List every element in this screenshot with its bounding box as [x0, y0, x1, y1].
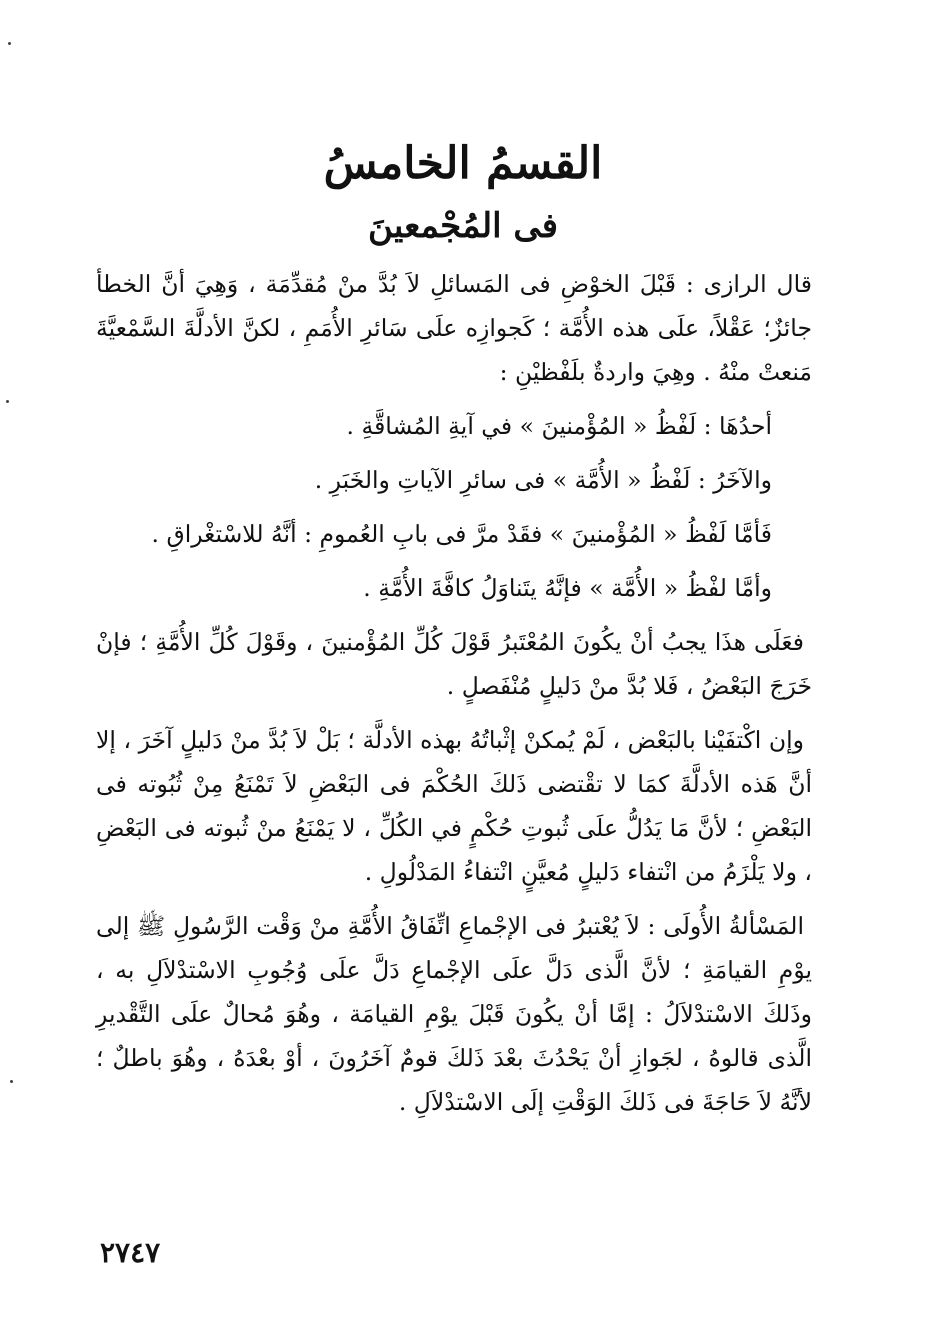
- scan-speck: [6, 400, 9, 403]
- paragraph-first-term: أحدُهَا : لَفْظُ « المُؤْمنينَ » في آيةِ المُشاقَّةِ .: [346, 412, 772, 440]
- paragraph-some: وإن اكْتفَيْنا بالبَعْض ، لَمْ يُمكنْ إثْباتُهُ بهذه الأدلَّة ؛ بَلْ لاَ بُدَّ منْ دَليلٍ آخَرَ ، إلا أنَّ هَذه الأدلَّةَ كمَا لا تقْتضى ذَلكَ الحُكْمَ فى البَعْضِ لاَ تَمْنَعُ مِنْ ثُبُوته فى البَعْضِ ؛ لأنَّ مَا يَدُلُّ علَى ثُبوتِ حُكْمٍ في الكُلِّ ، لا يَمْنَعُ منْ ثُبوته فى البَعْضِ ، ولا يَلْزَمُ من انْتفاء دَليلٍ مُعيَّنٍ انْتفاءُ المَدْلُولِ .: [96, 726, 812, 886]
- page-number: ٢٧٤٧: [100, 1236, 161, 1269]
- paragraph-second-term: والآخَرُ : لَفْظُ « الأُمَّة » فى سائرِ الآياتِ والخَبَرِ .: [314, 466, 772, 494]
- section-subtitle: فى المُجْمعينَ: [367, 206, 559, 246]
- paragraph-believers: فَأمَّا لَفْظُ « المُؤْمنينَ » فقَدْ مرَّ فى بابِ العُمومِ : أنَّهُ للاسْتغْراقِ .: [151, 520, 772, 548]
- scan-speck: [10, 1080, 13, 1083]
- paragraph-consequence: فعَلَى هذَا يجبُ أنْ يكُونَ المُعْتَبرُ قَوْلَ كُلِّ المُؤْمنينَ ، وقَوْلَ كُلِّ الأُمَّةِ ؛ فإنْ خَرَجَ البَعْضُ ، فَلا بُدَّ منْ دَليلٍ مُنْفَصلٍ .: [96, 628, 812, 700]
- scan-speck: [8, 42, 11, 45]
- section-title: القسمُ الخامسُ: [323, 138, 603, 189]
- paragraph-nation: وأمَّا لفْظُ « الأُمَّة » فإنَّهُ يتَناوَلُ كافَّةَ الأُمَّةِ .: [363, 574, 772, 602]
- body-text: [96, 262, 812, 1134]
- paragraph-intro: قال الرازى : قَبْلَ الخوْضِ فى المَسائلِ لاَ بُدَّ منْ مُقدِّمَة ، وَهِيَ أنَّ الخطأ جائزٌ؛ عَقْلاً، علَى هذه الأُمَّة ؛ كَجوازِه علَى سَائرِ الأُمَمِ ، لكنَّ الأدلَّةَ السَّمْعيَّةَ مَنعتْ منْهُ . وهِيَ واردةٌ بلَفْظيْنِ :: [96, 270, 812, 386]
- paragraph-first-issue: المَسْألةُ الأُولَى : لاَ يُعْتبرُ فى الإجْماعِ اتِّفَاقُ الأُمَّةِ منْ وَقْت الرَّسُولِ ﷺ إلى يوْمِ القيامَةِ ؛ لأنَّ الَّذى دَلَّ علَى الإجْماعِ دَلَّ علَى وُجُوبِ الاسْتدْلاَلِ به ، وذَلكَ الاسْتدْلاَلُ : إمَّا أنْ يكُونَ قَبْلَ يوْمِ القيامَة ، وهُوَ مُحالٌ علَى التَّقْديرِ الَّذى قالوهُ ، لجَوازِ أنْ يَحْدُثَ بعْدَ ذَلكَ قومٌ آخَرُونَ ، أوْ بعْدَهُ ، وهُوَ باطلٌ ؛ لأنَّهُ لاَ حَاجَةَ فى ذَلكَ الوَقْتِ إلَى الاسْتدْلاَلِ .: [96, 912, 812, 1116]
